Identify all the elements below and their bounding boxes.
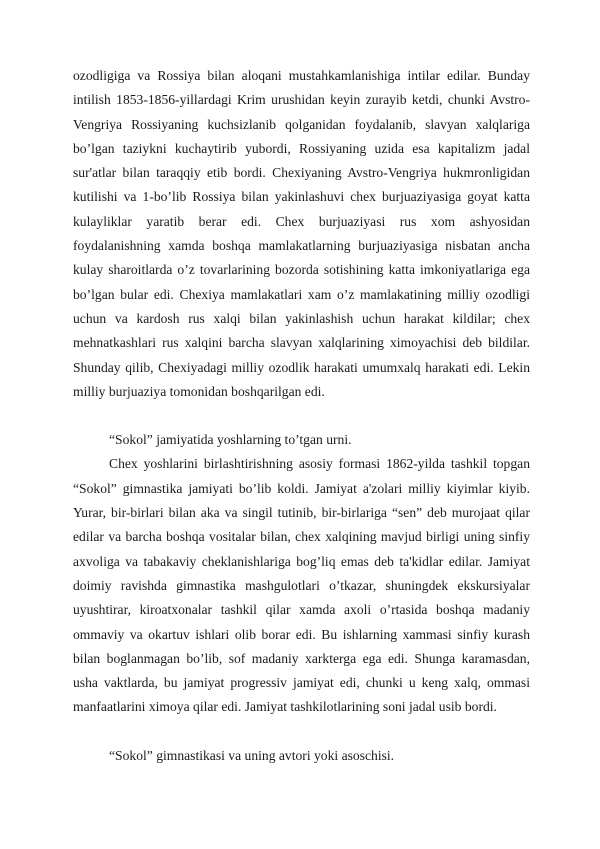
paragraph-spacer [73,404,530,428]
body-paragraph: ozodligiga va Rossiya bilan aloqani mustahkamlanishiga intilar edilar. Bunday intilish 1853-1856-yillardagi Krim urushidan keyin zurayib ketdi, chunki Avstro-Vengriya Rossiyaning kuchsizlanib qolganidan foydalanib, slavyan xalqlariga bo’lgan taziykni kuchaytirib yubordi, Rossiyaning uzida esa kapitalizm jadal sur'atlar bilan taraqqiy etib bordi. Chexiyaning Avstro-Vengriya hukmronligidan kutilishi va 1-bo’lib Rossiya bilan yakinlashuvi chex burjuaziyasiga goyat katta kulayliklar yaratib berar edi. Chex burjuaziyasi rus xom ashyosidan foydalanishning xamda boshqa mamlakatlarning burjuaziyasiga nisbatan ancha kulay sharoitlarda o’z tovarlarining bozorda sotishining katta imkoniyatlariga ega bo’lgan bular edi. Chexiya mamlakatlari xam o’z mamlakatining milliy ozodligi uchun va kardosh rus xalqi bilan yakinlashish uchun harakat kildilar; chex mehnatkashlari rus xalqini barcha slavyan xalqlarining ximoyachisi deb bildilar. Shunday qilib, Chexiyadagi milliy ozodlik harakati umumxalq harakati edi. Lekin milliy burjuaziya tomonidan boshqarilgan edi. [73,68,530,399]
section-heading: “Sokol” jamiyatida yoshlarning to’tgan urni. [109,432,352,448]
body-paragraph: Chex yoshlarini birlashtirishning asosiy formasi 1862-yilda tashkil topgan “Sokol” gimnastika jamiyati bo’lib koldi. Jamiyat a'zolari milliy kiyimlar kiyib. Yurar, bir-birlari bilan aka va singil tutinib, bir-birlariga “sen” deb murojaat qilar edilar va barcha boshqa vositalar bilan, chex xalqining mavjud birligi uning sinfiy axvoliga va tabakaviy cheklanishlariga bog’liq emas deb ta'kidlar edilar. Jamiyat doimiy ravishda gimnastika mashgulotlari o’tkazar, shuningdek ekskursiyalar uyushtirar, kiroatxonalar tashkil qilar xamda axoli o’rtasida boshqa madaniy ommaviy va okartuv ishlari olib borar edi. Bu ishlarning xammasi sinfiy kurash bilan boglanmagan bo’lib, sof madaniy xarkterga ega edi. Shunga karamasdan, usha vaktlarda, bu jamiyat progressiv jamiyat edi, chunki u keng xalq, ommasi manfaatlarini ximoya qilar edi. Jamiyat tashkilotlarining soni jadal usib bordi. [73,456,530,715]
paragraph-spacer [73,720,530,744]
document-page [73,64,530,768]
section-heading: “Sokol” gimnastikasi va uning avtori yoki asoschisi. [109,747,395,763]
